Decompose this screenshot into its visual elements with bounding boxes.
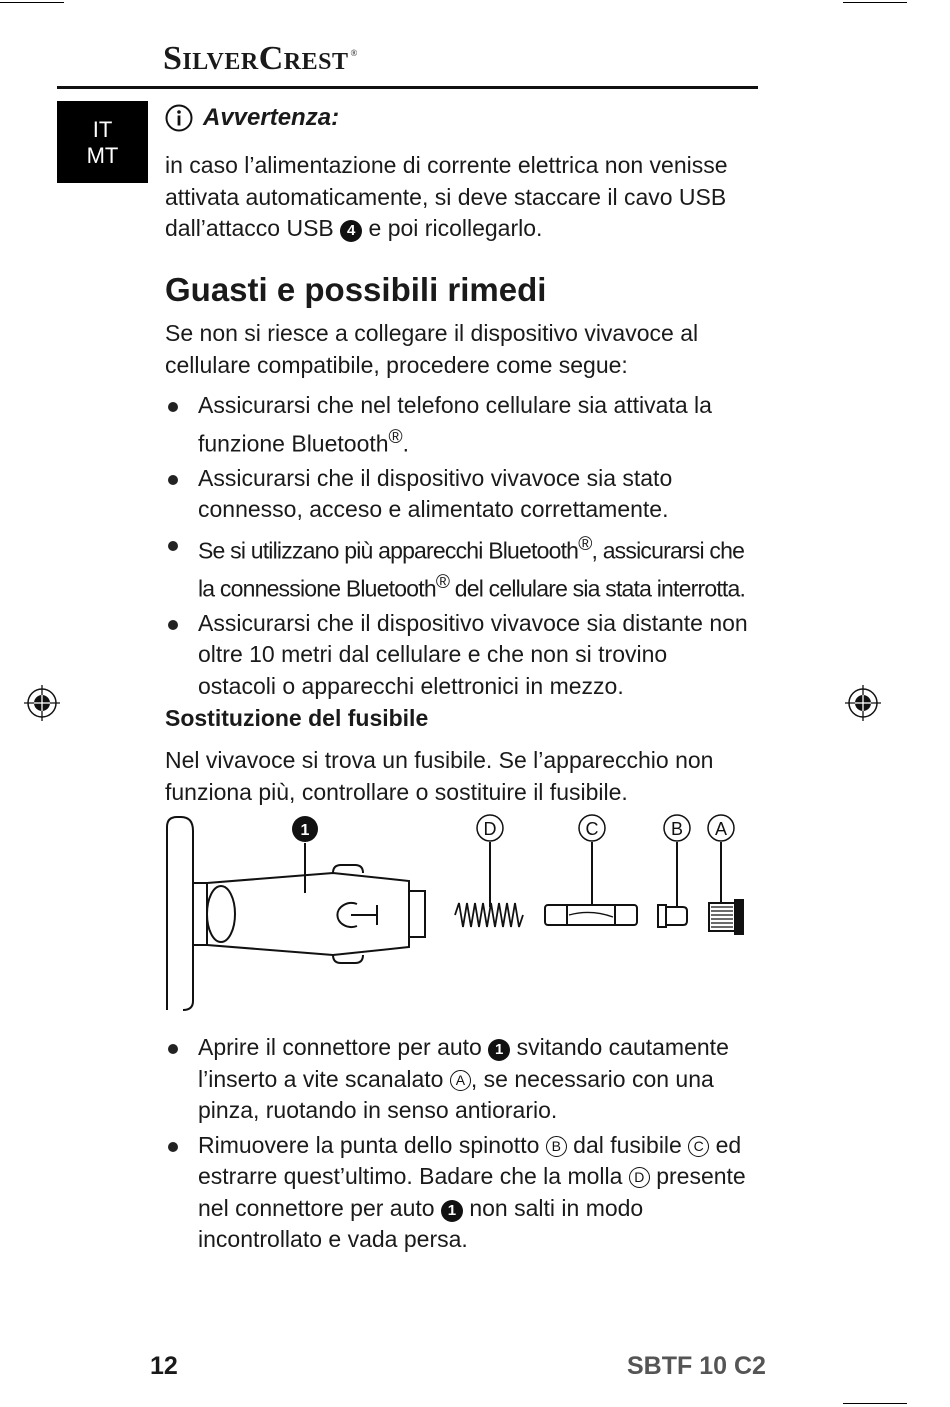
usb-port-ref: 4 bbox=[340, 220, 362, 242]
registration-mark bbox=[24, 685, 60, 721]
fuse-intro: Nel vivavoce si trova un fusibile. Se l’apparecchio non funziona più, controllare o sostituire il fusibile. bbox=[165, 747, 714, 805]
list-item: Rimuovere la punta dello spinotto B dal fusibile C ed estrarre quest’ultimo. Badare che la molla D presente nel connettore per auto 1 non salti in modo incontrollato e vada persa. bbox=[165, 1130, 750, 1256]
info-icon bbox=[165, 104, 193, 132]
crop-mark bbox=[0, 2, 64, 3]
list-item: Assicurarsi che nel telefono cellulare sia attivata la funzione Bluetooth®. bbox=[165, 390, 750, 460]
subsection-heading: Sostituzione del fusibile bbox=[165, 705, 429, 731]
brand-logo: SilverCrest ® bbox=[163, 40, 358, 77]
list-item: Assicurarsi che il dispositivo vivavoce sia distante non oltre 10 metri dal cellulare e che non si trovino ostacoli o apparecchi elettronici in mezzo. bbox=[165, 608, 750, 703]
svg-text:B: B bbox=[670, 819, 684, 839]
section-heading: Guasti e possibili rimedi bbox=[165, 271, 547, 308]
language-tab bbox=[57, 101, 148, 183]
tip-drawing bbox=[658, 905, 687, 927]
car-connector-drawing bbox=[167, 817, 425, 1010]
list-item: Se si utilizzano più apparecchi Bluetooth®, assicurarsi che la connessione Bluetooth® del cellulare sia stata interrotta. bbox=[165, 529, 750, 605]
connector-ref: 1 bbox=[441, 1200, 463, 1222]
section-intro: Se non si riesce a collegare il dispositivo vivavoce al cellulare compatibile, procedere come segue: bbox=[165, 320, 699, 378]
insert-ref: A bbox=[450, 1070, 471, 1091]
svg-text:D: D bbox=[483, 819, 497, 839]
language-code-it: IT bbox=[92, 117, 113, 142]
language-code-mt: MT bbox=[86, 143, 119, 168]
svg-text:C: C bbox=[585, 819, 599, 839]
connector-ref: 1 bbox=[488, 1039, 510, 1061]
screw-insert-drawing bbox=[709, 900, 743, 934]
note-heading bbox=[165, 104, 339, 132]
fuse-drawing bbox=[545, 905, 637, 925]
tip-ref: B bbox=[546, 1136, 567, 1157]
model-number: SBTF 10 C2 bbox=[627, 1352, 766, 1380]
crop-mark bbox=[843, 1403, 907, 1404]
registration-mark bbox=[845, 685, 881, 721]
crop-mark bbox=[843, 2, 907, 3]
spring-ref: D bbox=[629, 1167, 650, 1188]
page-number: 12 bbox=[150, 1352, 178, 1380]
fuse-ref: C bbox=[688, 1136, 709, 1157]
svg-text:1: 1 bbox=[300, 822, 310, 839]
note-text: in caso l’alimentazione di corrente elettrica non venisse attivata automaticamente, si deve staccare il cavo USB dall’attacco USB 4 e poi ricollegarlo. bbox=[165, 152, 728, 241]
list-item: Aprire il connettore per auto 1 svitando cautamente l’inserto a vite scanalato A , se necessario con una pinza, ruotando in senso antiorario. bbox=[165, 1032, 750, 1127]
header-rule bbox=[57, 86, 758, 89]
note-title: Avvertenza: bbox=[203, 104, 340, 131]
fuse-diagram bbox=[155, 805, 755, 1020]
list-item: Assicurarsi che il dispositivo vivavoce sia stato connesso, acceso e alimentato correttamente. bbox=[165, 463, 750, 526]
svg-text:A: A bbox=[714, 819, 728, 839]
troubleshooting-list bbox=[165, 390, 750, 705]
fuse-steps-list bbox=[165, 1032, 750, 1259]
